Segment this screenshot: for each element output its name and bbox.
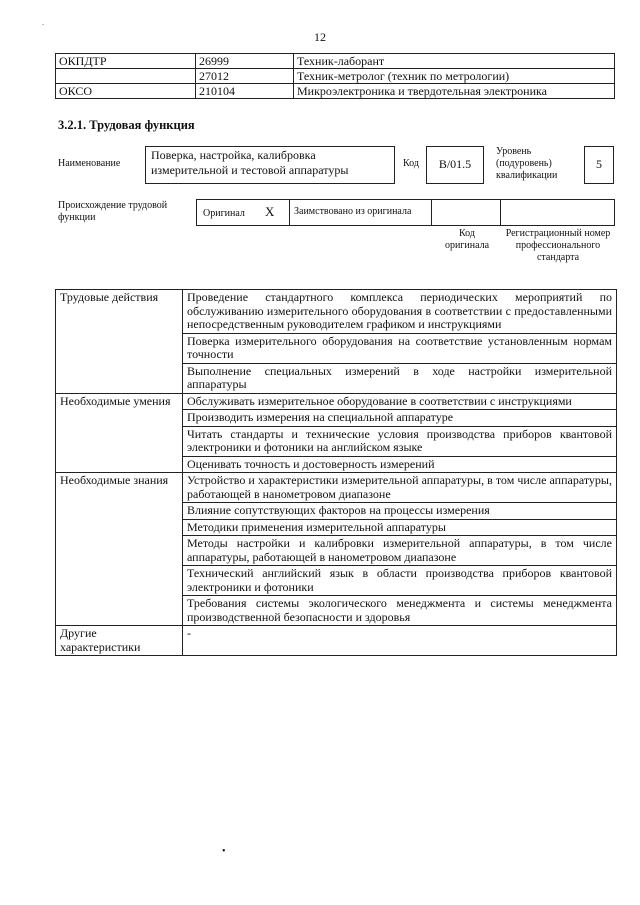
row-item: Влияние сопутствующих факторов на процессы измерения (183, 503, 617, 520)
row-item: Методики применения измерительной аппаратуры (183, 519, 617, 536)
borrowed-box (289, 199, 432, 226)
original-mark: X (265, 204, 275, 219)
row-item: Требования системы экологического менеджмента и системы менеджмента производственной безопасности и здоровья (183, 596, 617, 626)
row-item: Оценивать точность и достоверность измерений (183, 456, 617, 473)
origin-label: Происхождение трудовой функции (58, 200, 168, 223)
reg-number-box (500, 199, 615, 226)
page-number: 12 (314, 30, 326, 44)
code-caption: Код оригинала (444, 228, 490, 251)
row-item: Методы настройки и калибровки измерительной аппаратуры, в том числе аппаратуры, работающей в нанометровом диапазоне (183, 536, 617, 566)
original-box (196, 199, 290, 226)
classifier-code: 27012 (196, 69, 294, 84)
corner-mark: . (42, 18, 44, 27)
row-item: Поверка измерительного оборудования на соответствие установленным нормам точности (183, 333, 617, 363)
section-title: 3.2.1. Трудовая функция (58, 118, 195, 132)
details-row (56, 626, 617, 656)
function-code-value: B/01.5 (438, 157, 472, 171)
level-value: 5 (596, 157, 602, 171)
original-label: Оригинал (203, 208, 245, 219)
original-code-box (431, 199, 501, 226)
classifier-title: Техник-лаборант (294, 54, 615, 69)
classifier-row (56, 54, 615, 69)
borrowed-label: Заимствовано из оригинала (294, 206, 412, 217)
level-label: Уровень (подуровень) квалификации (496, 146, 558, 181)
row-heading: Другие характеристики (56, 626, 183, 656)
row-heading: Трудовые действия (56, 290, 183, 394)
function-name-value: Поверка, настройка, калибровка измерительной и тестовой аппаратуры (151, 148, 349, 177)
row-item: Устройство и характеристики измерительной аппаратуры, в том числе аппаратуры, работающей в нанометровом диапазоне (183, 473, 617, 503)
classifier-code: 26999 (196, 54, 294, 69)
classifier-name (56, 69, 196, 84)
name-label: Наименование (58, 158, 121, 169)
code-label: Код (403, 158, 419, 169)
function-code-box (426, 146, 484, 184)
function-details-table (55, 289, 617, 656)
classifier-title: Микроэлектроника и твердотельная электроника (294, 84, 615, 99)
row-item: Технический английский язык в области производства приборов квантовой электроники и фотоники (183, 566, 617, 596)
level-box (584, 146, 614, 184)
classifier-row (56, 84, 615, 99)
reg-caption: Регистрационный номер профессионального стандарта (505, 228, 611, 263)
footer-mark: • (222, 846, 226, 857)
function-name-box (145, 146, 395, 184)
classifier-row (56, 69, 615, 84)
details-row (56, 393, 617, 410)
details-row (56, 473, 617, 503)
classifier-title: Техник-метролог (техник по метрологии) (294, 69, 615, 84)
row-heading: Необходимые знания (56, 473, 183, 626)
classifier-table (55, 53, 615, 99)
row-item: - (183, 626, 617, 656)
row-item: Производить измерения на специальной аппаратуре (183, 410, 617, 427)
classifier-name: ОКПДТР (56, 54, 196, 69)
row-item: Выполнение специальных измерений в ходе настройки измерительной аппаратуры (183, 363, 617, 393)
classifier-code: 210104 (196, 84, 294, 99)
classifier-name: ОКСО (56, 84, 196, 99)
row-item: Обслуживать измерительное оборудование в соответствии с инструкциями (183, 393, 617, 410)
row-item: Проведение стандартного комплекса периодических мероприятий по обслуживанию измерительного оборудования в соответствии с предоставленными непосредственным руководителем графиком и инструкциями (183, 290, 617, 334)
row-heading: Необходимые умения (56, 393, 183, 473)
row-item: Читать стандарты и технические условия производства приборов квантовой электроники и фотоники на английском языке (183, 426, 617, 456)
details-row (56, 290, 617, 334)
